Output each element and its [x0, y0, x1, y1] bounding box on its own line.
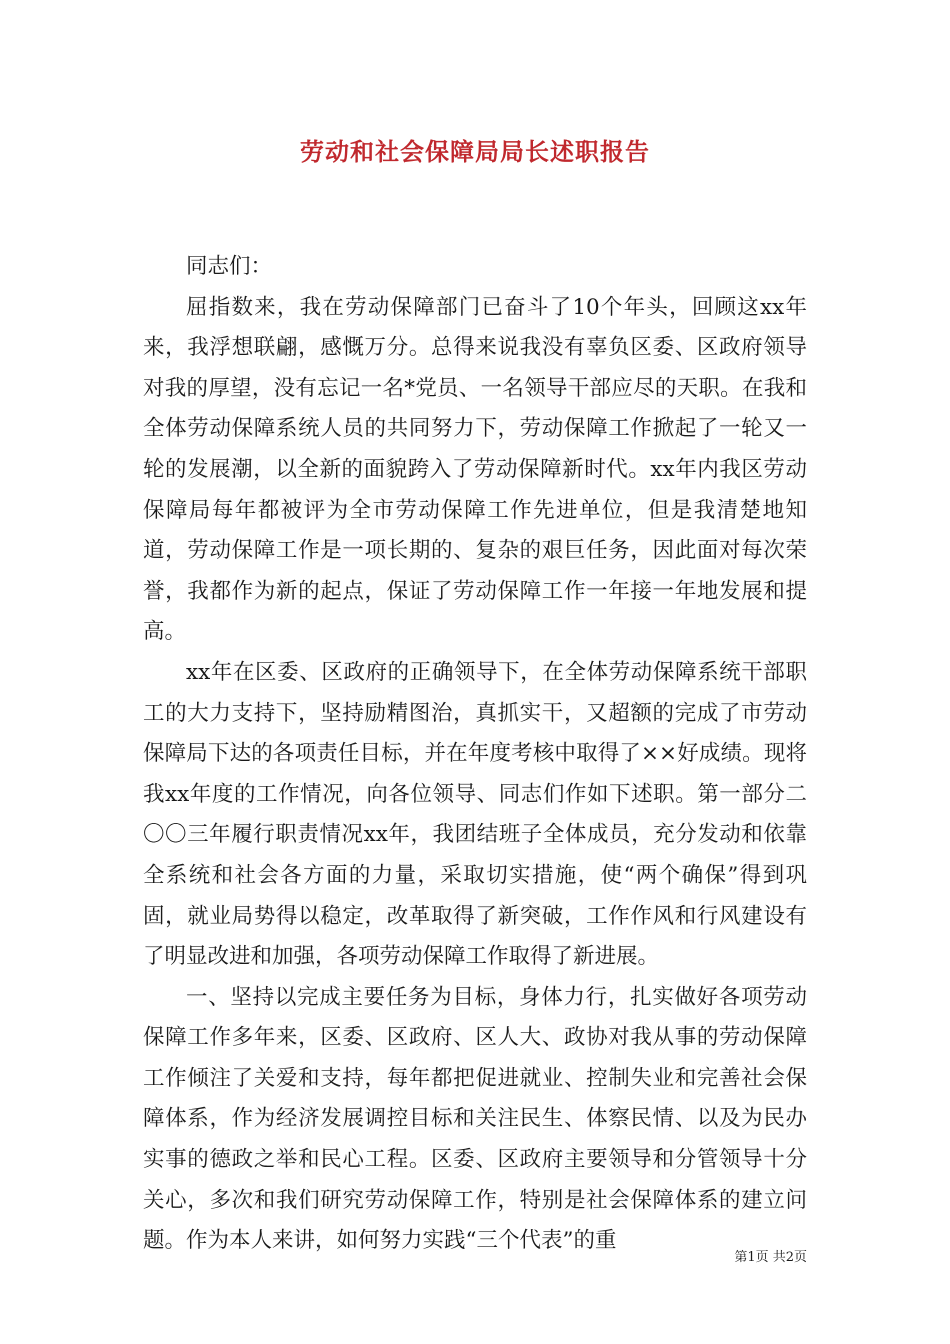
document-title: 劳动和社会保障局局长述职报告 [300, 137, 650, 166]
paragraph-2: xx年在区委、区政府的正确领导下，在全体劳动保障系统干部职工的大力支持下，坚持励精图治，真抓实干，又超额的完成了市劳动保障局下达的各项责任目标，并在年度考核中取得了××好成绩。现将我xx年度的工作情况，向各位领导、同志们作如下述职。第一部分二〇〇三年履行职责情况xx年，我团结班子全体成员，充分发动和依靠全系统和社会各方面的力量，采取切实措施，使“两个确保”得到巩固，就业局势得以稳定，改革取得了新突破，工作作风和行风建设有了明显改进和加强，各项劳动保障工作取得了新进展。 [143, 659, 807, 970]
paragraph-3: 一、坚持以完成主要任务为目标，身体力行，扎实做好各项劳动保障工作多年来，区委、区政府、区人大、政协对我从事的劳动保障工作倾注了关爱和支持，每年都把促进就业、控制失业和完善社会保障体系，作为经济发展调控目标和关注民生、体察民情、以及为民办实事的德政之举和民心工程。区委、区政府主要领导和分管领导十分关心，多次和我们研究劳动保障工作，特别是社会保障体系的建立问题。作为本人来讲，如何努力实践“三个代表”的重 [143, 984, 807, 1254]
page-number: 第1页 共2页 [734, 1250, 807, 1265]
paragraph-1: 屈指数来，我在劳动保障部门已奋斗了10个年头，回顾这xx年来，我浮想联翩，感慨万分。总得来说我没有辜负区委、区政府领导对我的厚望，没有忘记一名*党员、一名领导干部应尽的天职。在我和全体劳动保障系统人员的共同努力下，劳动保障工作掀起了一轮又一轮的发展潮，以全新的面貌跨入了劳动保障新时代。xx年内我区劳动保障局每年都被评为全市劳动保障工作先进单位，但是我清楚地知道，劳动保障工作是一项长期的、复杂的艰巨任务，因此面对每次荣誉，我都作为新的起点，保证了劳动保障工作一年接一年地发展和提高。 [143, 294, 807, 645]
document-body [143, 247, 807, 1262]
salutation: 同志们： [186, 254, 273, 279]
